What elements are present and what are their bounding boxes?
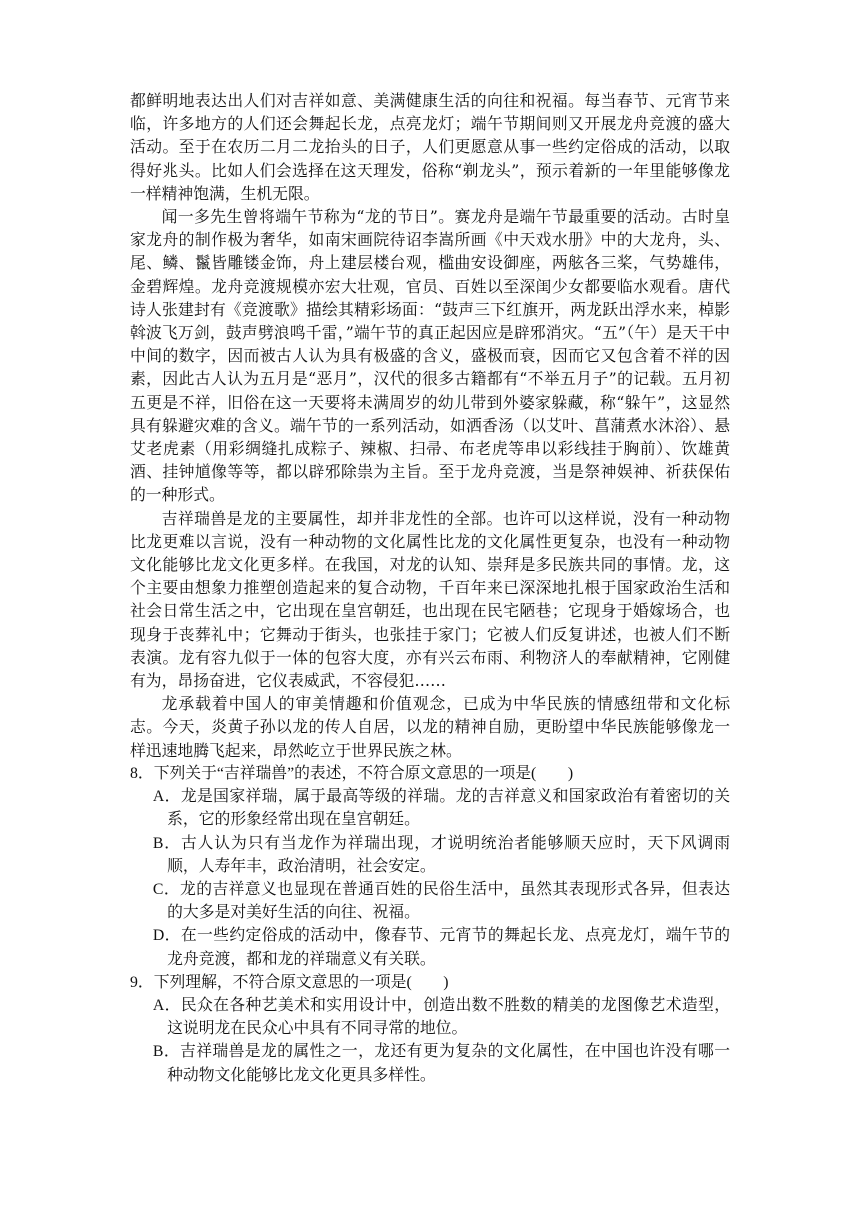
question-8-option-b: B．古人认为只有当龙作为祥瑞出现，才说明统治者能够顺天应时，天下风调雨顺，人寿年丰，政治清明，社会安定。 xyxy=(152,834,730,875)
document-content xyxy=(130,89,730,1087)
question-9-stem: 9．下列理解，不符合原文意思的一项是( ) xyxy=(130,973,449,991)
question-8 xyxy=(130,762,730,971)
passage-paragraph-4: 龙承载着中国人的审美情趣和价值观念，已成为中华民族的情感纽带和文化标志。今天，炎黄子孙以龙的传人自居，以龙的精神自励，更盼望中华民族能够像龙一样迅速地腾飞起来，昂然屹立于世界民族之林。 xyxy=(130,694,730,760)
passage-paragraph-1: 都鲜明地表达出人们对吉祥如意、美满健康生活的向往和祝福。每当春节、元宵节来临，许多地方的人们还会舞起长龙，点亮龙灯；端午节期间则又开展龙舟竞渡的盛大活动。至于在农历二月二龙抬头的日子，人们更愿意从事一些约定俗成的活动，以取得好兆头。比如人们会选择在这天理发，俗称“剃龙头”，预示着新的一年里能够像龙一样精神饱满，生机无限。 xyxy=(130,91,730,203)
question-9-option-a: A．民众在各种艺美术和实用设计中，创造出数不胜数的精美的龙图像艺术造型，这说明龙在民众心中具有不同寻常的地位。 xyxy=(152,996,730,1038)
passage xyxy=(130,89,730,762)
question-8-option-d: D．在一些约定俗成的活动中，像春节、元宵节的舞起长龙、点亮龙灯，端午节的龙舟竞渡，都和龙的祥瑞意义有关联。 xyxy=(152,927,730,968)
question-8-option-c: C．龙的吉祥意义也显现在普通百姓的民俗生活中，虽然其表现形式各异，但表达的大多是对美好生活的向往、祝福。 xyxy=(152,880,730,922)
question-9 xyxy=(130,971,730,1087)
question-9-option-b: B．吉祥瑞兽是龙的属性之一，龙还有更为复杂的文化属性，在中国也许没有哪一种动物文化能够比龙文化更具多样性。 xyxy=(152,1043,730,1084)
question-8-stem: 8．下列关于“吉祥瑞兽”的表述，不符合原文意思的一项是( ) xyxy=(130,764,574,782)
passage-paragraph-3: 吉祥瑞兽是龙的主要属性，却并非龙性的全部。也许可以这样说，没有一种动物比龙更难以言说，没有一种动物的文化属性比龙的文化属性更复杂，也没有一种动物文化能够比龙文化更多样。在我国，对龙的认知、崇拜是多民族共同的事情。龙，这个主要由想象力推塑创造起来的复合动物，千百年来已深深地扎根于国家政治生活和社会日常生活之中，它出现在皇宫朝廷，也出现在民宅陋巷；它现身于婚嫁场合，也现身于丧葬礼中；它舞动于街头，也张挂于家门；它被人们反复讲述，也被人们不断表演。龙有容九似于一体的包容大度，亦有兴云布雨、利物济人的奉献精神，它刚健有为，昂扬奋进，它仪表威武，不容侵犯…… xyxy=(130,508,730,691)
passage-paragraph-2: 闻一多先生曾将端午节称为“龙的节日”。赛龙舟是端午节最重要的活动。古时皇家龙舟的制作极为奢华，如南宋画院待诏李嵩所画《中天戏水册》中的大龙舟，头、尾、鳞、鬣皆雕镂金饰，舟上建层楼台观，槛曲安设御座，两舷各三桨，气势雄伟，金碧辉煌。龙舟竞渡规模亦宏大壮观，官员、百姓以至深闺少女都要临水观看。唐代诗人张建封有《竞渡歌》描绘其精彩场面：“鼓声三下红旗开，两龙跃出浮水来，棹影斡波飞万剑，鼓声劈浪鸣千雷，”端午节的真正起因应是辟邪消灾。“五”（午）是天干中中间的数字，因而被古人认为具有极盛的含义，盛极而衰，因而它又包含着不祥的因素，因此古人认为五月是“恶月”，汉代的很多古籍都有“不举五月子”的记载。五月初五更是不祥，旧俗在这一天要将未满周岁的幼儿带到外婆家躲藏，称“躲午”，这显然具有躲避灾难的含义。端午节的一系列活动，如洒香汤（以艾叶、菖蒲煮水沐浴）、悬艾老虎素（用彩绸缝扎成粽子、辣椒、扫帚、布老虎等串以彩线挂于胸前）、饮雄黄酒、挂钟馗像等等，都以辟邪除祟为主旨。至于龙舟竞渡，当是祭神娱神、祈获保佑的一种形式。 xyxy=(130,207,730,505)
question-8-option-a: A．龙是国家祥瑞，属于最高等级的祥瑞。龙的吉祥意义和国家政治有着密切的关系，它的形象经常出现在皇宫朝廷。 xyxy=(152,788,730,829)
